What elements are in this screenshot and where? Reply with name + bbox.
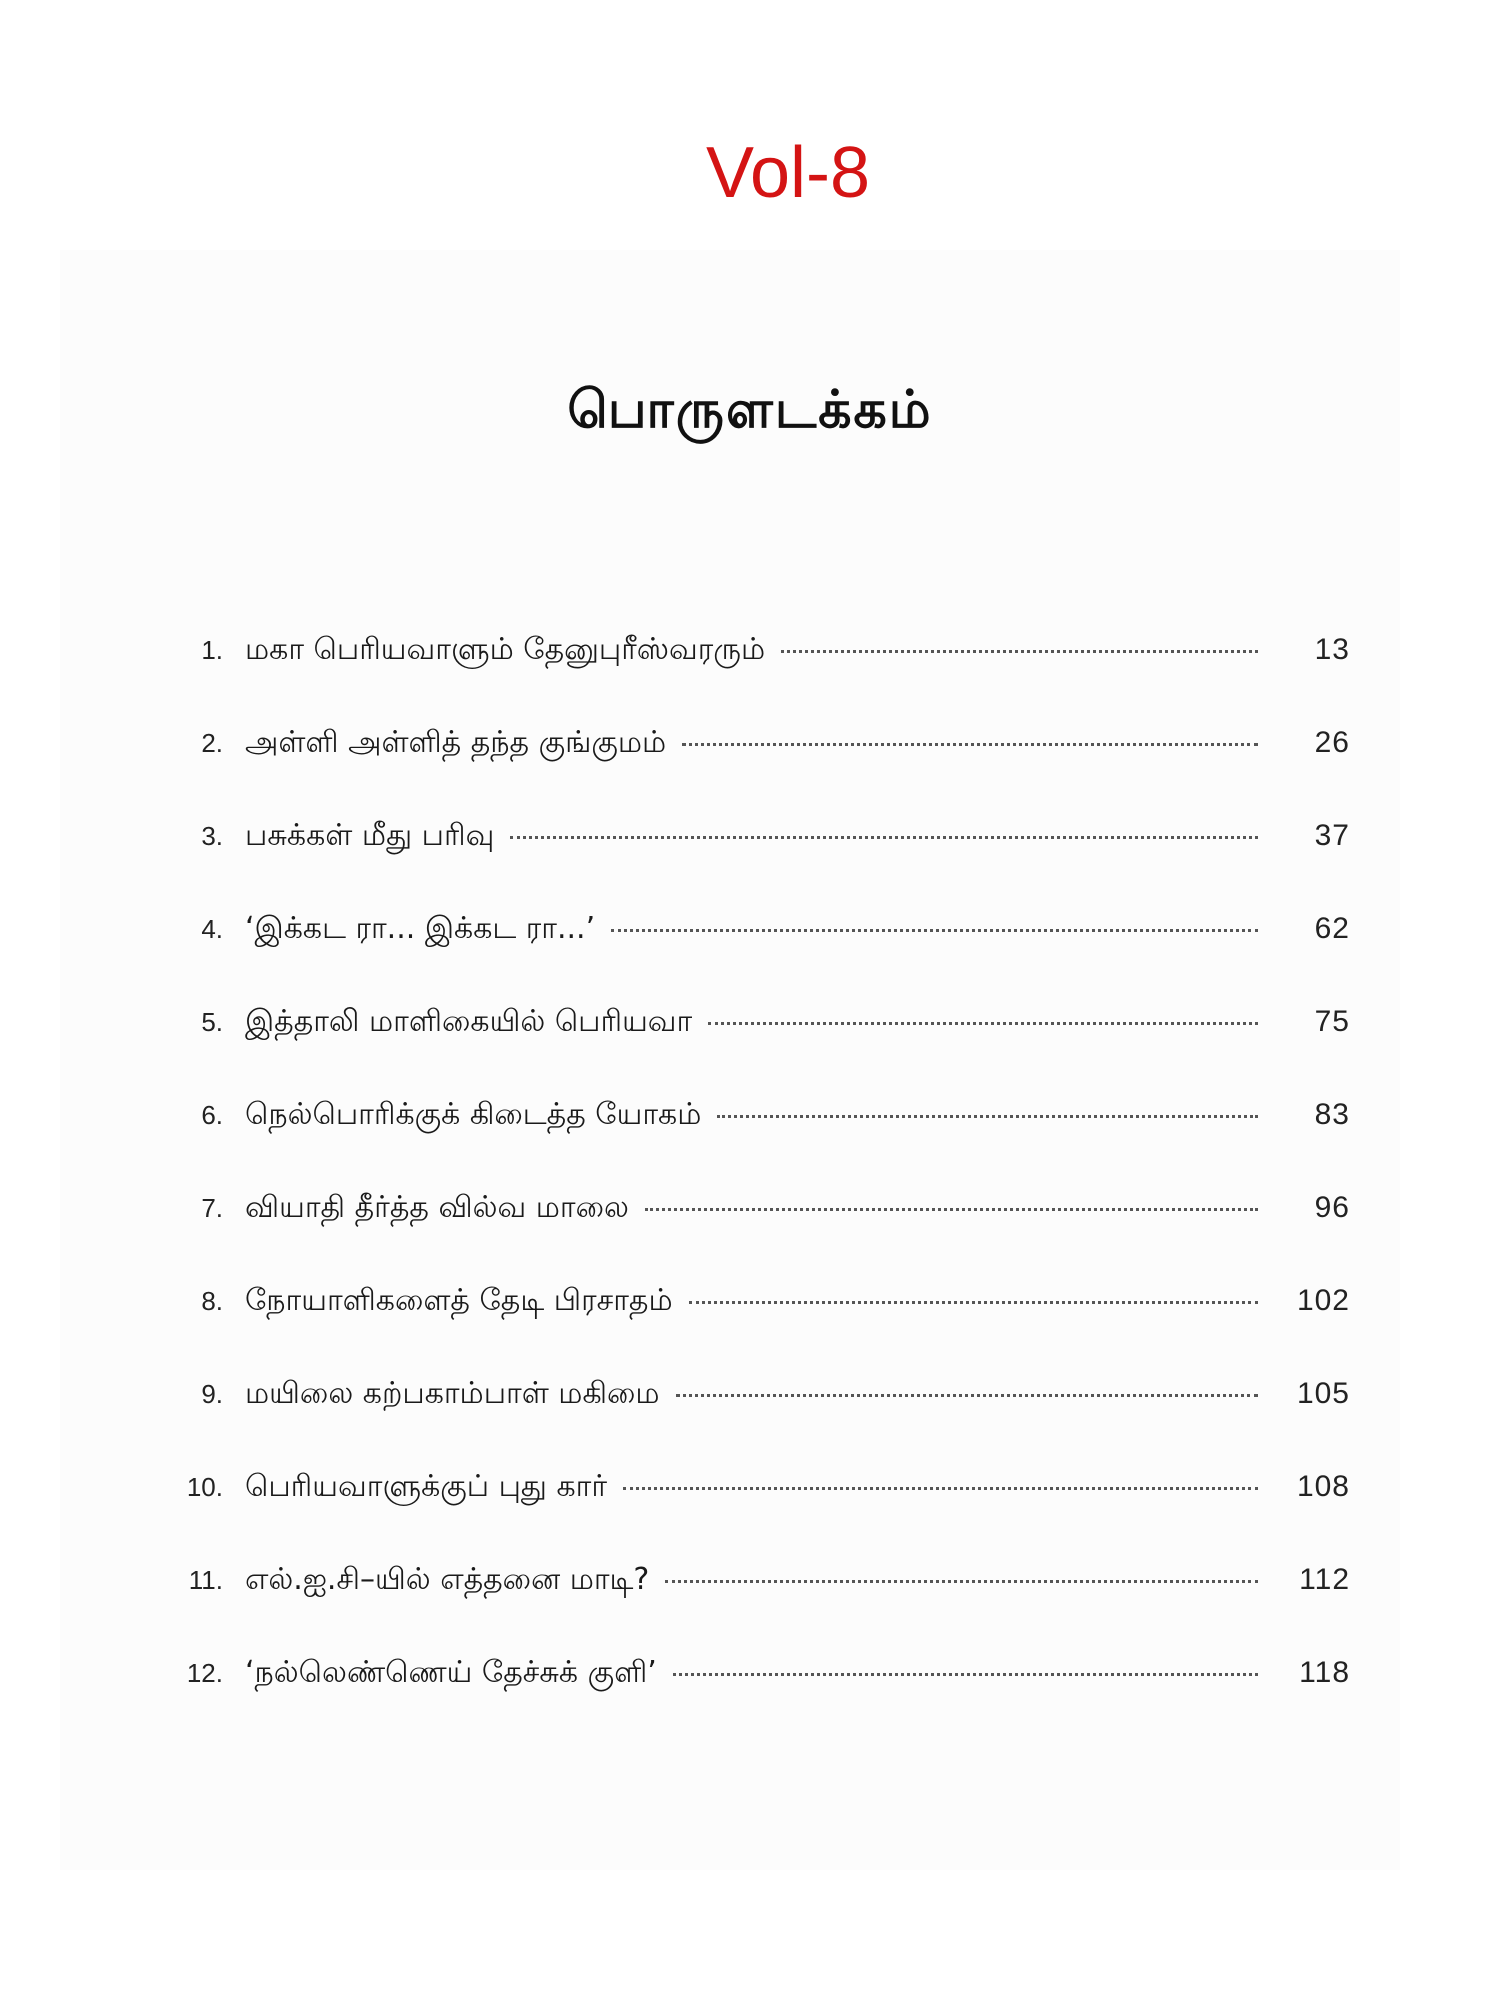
entry-title: அள்ளி அள்ளித் தந்த குங்குமம் bbox=[245, 725, 667, 760]
dot-leader bbox=[611, 929, 1258, 932]
entry-page-number: 108 bbox=[1296, 1470, 1350, 1503]
toc-entry bbox=[160, 630, 1350, 723]
entry-title: நெல்பொரிக்குக் கிடைத்த யோகம் bbox=[245, 1097, 702, 1132]
entry-number: 9. bbox=[201, 1379, 223, 1409]
toc-entry bbox=[160, 1653, 1350, 1746]
entry-number: 2. bbox=[201, 728, 223, 758]
entry-page-number: 105 bbox=[1296, 1377, 1350, 1410]
dot-leader bbox=[510, 836, 1258, 839]
dot-leader bbox=[665, 1580, 1258, 1583]
dot-leader bbox=[708, 1022, 1258, 1025]
entry-number: 5. bbox=[201, 1007, 223, 1037]
dot-leader bbox=[717, 1115, 1258, 1118]
entry-number: 6. bbox=[201, 1100, 223, 1130]
entry-number: 12. bbox=[186, 1658, 223, 1688]
entry-number: 1. bbox=[201, 635, 223, 665]
dot-leader bbox=[689, 1301, 1258, 1304]
entry-title: மகா பெரியவாளும் தேனுபுரீஸ்வரரும் bbox=[245, 632, 766, 667]
entry-title: பெரியவாளுக்குப் புது கார் bbox=[245, 1469, 608, 1504]
entry-page-number: 13 bbox=[1314, 633, 1350, 666]
entry-page-number: 102 bbox=[1296, 1284, 1350, 1317]
entry-number: 8. bbox=[201, 1286, 223, 1316]
entry-number: 11. bbox=[188, 1565, 223, 1595]
toc-entry bbox=[160, 1188, 1350, 1281]
entry-title: ‘இக்கட ரா... இக்கட ரா...’ bbox=[245, 911, 596, 946]
toc-entry bbox=[160, 1002, 1350, 1095]
toc-entry bbox=[160, 1374, 1350, 1467]
dot-leader bbox=[623, 1487, 1258, 1490]
entry-number: 3. bbox=[201, 821, 223, 851]
entry-title: வியாதி தீர்த்த வில்வ மாலை bbox=[245, 1190, 629, 1225]
toc-entry bbox=[160, 1467, 1350, 1560]
entry-title: இத்தாலி மாளிகையில் பெரியவா bbox=[245, 1004, 693, 1039]
entry-page-number: 62 bbox=[1314, 912, 1350, 945]
toc-entry bbox=[160, 1281, 1350, 1374]
entry-number: 10. bbox=[186, 1472, 223, 1502]
entry-title: எல்.ஐ.சி–யில் எத்தனை மாடி? bbox=[245, 1562, 650, 1597]
entry-title: ‘நல்லெண்ணெய் தேச்சுக் குளி’ bbox=[245, 1655, 657, 1690]
entry-number: 4. bbox=[201, 914, 223, 944]
toc-entry bbox=[160, 816, 1350, 909]
entry-page-number: 83 bbox=[1314, 1098, 1350, 1131]
entry-number: 7. bbox=[201, 1193, 223, 1223]
contents-heading: பொருளடக்கம் bbox=[567, 380, 933, 440]
toc-entry bbox=[160, 909, 1350, 1002]
entry-title: பசுக்கள் மீது பரிவு bbox=[245, 818, 495, 853]
entry-page-number: 75 bbox=[1314, 1005, 1350, 1038]
dot-leader bbox=[673, 1673, 1258, 1676]
entry-page-number: 26 bbox=[1314, 726, 1350, 759]
entry-page-number: 118 bbox=[1299, 1656, 1350, 1689]
toc-entry bbox=[160, 1560, 1350, 1653]
toc-entry bbox=[160, 1095, 1350, 1188]
entry-page-number: 112 bbox=[1299, 1563, 1350, 1596]
entry-page-number: 96 bbox=[1314, 1191, 1350, 1224]
dot-leader bbox=[645, 1208, 1258, 1211]
entry-page-number: 37 bbox=[1314, 819, 1350, 852]
table-of-contents bbox=[160, 630, 1350, 1746]
toc-entry bbox=[160, 723, 1350, 816]
entry-title: நோயாளிகளைத் தேடி பிரசாதம் bbox=[245, 1283, 673, 1318]
volume-label: Vol-8 bbox=[705, 133, 871, 213]
entry-title: மயிலை கற்பகாம்பாள் மகிமை bbox=[245, 1376, 660, 1411]
dot-leader bbox=[676, 1394, 1258, 1397]
dot-leader bbox=[781, 650, 1258, 653]
dot-leader bbox=[682, 743, 1258, 746]
